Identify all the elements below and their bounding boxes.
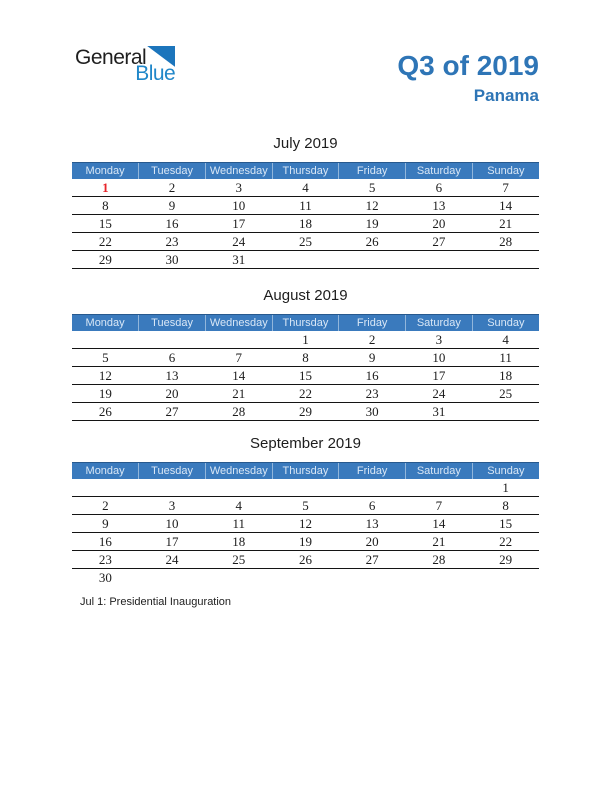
day-cell: 30 [139, 251, 206, 269]
week-row [72, 385, 539, 403]
general-blue-logo [75, 46, 175, 87]
month-section [72, 134, 539, 269]
day-cell: 18 [205, 533, 272, 551]
day-cell-empty [205, 331, 272, 349]
day-cell-empty [406, 569, 473, 587]
weekday-header: Sunday [472, 463, 539, 480]
day-cell: 26 [72, 403, 139, 421]
day-cell: 15 [72, 215, 139, 233]
day-cell: 3 [139, 497, 206, 515]
day-cell: 10 [406, 349, 473, 367]
month-title: July 2019 [273, 135, 338, 152]
day-cell: 27 [139, 403, 206, 421]
week-row [72, 349, 539, 367]
week-row [72, 569, 539, 587]
weekday-header: Saturday [406, 315, 473, 332]
day-cell-empty [339, 251, 406, 269]
day-cell: 31 [406, 403, 473, 421]
week-row [72, 551, 539, 569]
weekday-header-row [72, 463, 539, 480]
day-cell: 29 [72, 251, 139, 269]
holiday-footnote: Jul 1: Presidential Inauguration [80, 596, 232, 608]
day-cell: 28 [406, 551, 473, 569]
day-cell: 6 [406, 179, 473, 197]
day-cell: 4 [272, 179, 339, 197]
day-cell: 19 [72, 385, 139, 403]
weekday-header: Tuesday [139, 463, 206, 480]
day-cell: 7 [205, 349, 272, 367]
day-cell: 21 [406, 533, 473, 551]
day-cell: 20 [339, 533, 406, 551]
day-cell: 1 [472, 479, 539, 497]
day-cell: 29 [472, 551, 539, 569]
day-cell: 11 [272, 197, 339, 215]
day-cell-empty [406, 251, 473, 269]
weekday-header: Wednesday [205, 463, 272, 480]
month-title: September 2019 [250, 435, 361, 452]
month-table [72, 462, 539, 586]
day-cell: 6 [339, 497, 406, 515]
day-cell: 29 [272, 403, 339, 421]
month-section [72, 434, 539, 586]
day-cell: 25 [205, 551, 272, 569]
day-cell: 25 [272, 233, 339, 251]
day-cell: 21 [472, 215, 539, 233]
day-cell: 27 [339, 551, 406, 569]
week-row [72, 197, 539, 215]
weekday-header: Sunday [472, 163, 539, 180]
weekday-header: Friday [339, 163, 406, 180]
day-cell: 20 [406, 215, 473, 233]
month-title: August 2019 [263, 287, 348, 304]
day-cell: 31 [205, 251, 272, 269]
day-cell: 9 [139, 197, 206, 215]
day-cell: 30 [339, 403, 406, 421]
weekday-header: Monday [72, 463, 139, 480]
day-cell: 16 [139, 215, 206, 233]
day-cell: 27 [406, 233, 473, 251]
day-cell-empty [205, 479, 272, 497]
day-cell-empty [472, 569, 539, 587]
day-cell: 13 [139, 367, 206, 385]
day-cell: 11 [205, 515, 272, 533]
day-cell: 6 [139, 349, 206, 367]
month-table [72, 314, 539, 421]
day-cell-empty [406, 479, 473, 497]
day-cell-empty [72, 331, 139, 349]
month-section [72, 286, 539, 421]
day-cell: 18 [472, 367, 539, 385]
week-row [72, 233, 539, 251]
day-cell: 4 [472, 331, 539, 349]
weekday-header: Wednesday [205, 315, 272, 332]
weekday-header-row [72, 163, 539, 180]
day-cell: 19 [272, 533, 339, 551]
day-cell-empty [72, 479, 139, 497]
day-cell: 17 [406, 367, 473, 385]
day-cell: 22 [472, 533, 539, 551]
day-cell: 5 [272, 497, 339, 515]
day-cell: 15 [472, 515, 539, 533]
day-cell-empty [472, 251, 539, 269]
week-row [72, 515, 539, 533]
day-cell: 28 [472, 233, 539, 251]
logo-text-general: General [75, 46, 147, 69]
day-cell-empty [139, 479, 206, 497]
day-cell: 23 [72, 551, 139, 569]
day-cell: 26 [272, 551, 339, 569]
day-cell: 4 [205, 497, 272, 515]
month-table [72, 162, 539, 269]
week-row [72, 367, 539, 385]
day-cell: 12 [72, 367, 139, 385]
weekday-header: Monday [72, 315, 139, 332]
day-cell: 25 [472, 385, 539, 403]
day-cell: 28 [205, 403, 272, 421]
week-row [72, 251, 539, 269]
weekday-header: Sunday [472, 315, 539, 332]
day-cell-empty [139, 569, 206, 587]
day-cell-holiday: 1 [72, 179, 139, 197]
day-cell: 24 [205, 233, 272, 251]
day-cell: 17 [205, 215, 272, 233]
day-cell-empty [272, 479, 339, 497]
day-cell: 14 [406, 515, 473, 533]
day-cell: 30 [98, 569, 112, 585]
day-cell-empty [272, 569, 339, 587]
week-row [72, 403, 539, 421]
day-cell: 11 [472, 349, 539, 367]
day-cell-empty [205, 569, 272, 587]
day-cell: 8 [272, 349, 339, 367]
day-cell: 9 [339, 349, 406, 367]
day-cell: 21 [205, 385, 272, 403]
day-cell: 7 [406, 497, 473, 515]
week-row [72, 479, 539, 497]
day-cell: 5 [339, 179, 406, 197]
weekday-header: Friday [339, 315, 406, 332]
day-cell: 17 [139, 533, 206, 551]
weekday-header: Thursday [272, 163, 339, 180]
day-cell: 26 [339, 233, 406, 251]
quarter-title: Q3 of 2019 [397, 50, 539, 81]
day-cell: 2 [72, 497, 139, 515]
day-cell: 23 [339, 385, 406, 403]
country-subtitle: Panama [473, 86, 539, 105]
weekday-header: Thursday [272, 315, 339, 332]
day-cell: 2 [139, 179, 206, 197]
day-cell-empty [339, 569, 406, 587]
week-row [72, 179, 539, 197]
weekday-header: Saturday [406, 463, 473, 480]
day-cell: 2 [339, 331, 406, 349]
weekday-header: Wednesday [205, 163, 272, 180]
day-cell: 23 [139, 233, 206, 251]
day-cell: 19 [339, 215, 406, 233]
weekday-header: Friday [339, 463, 406, 480]
day-cell: 1 [272, 331, 339, 349]
title-block [397, 50, 539, 106]
weekday-header: Thursday [272, 463, 339, 480]
week-row [72, 533, 539, 551]
day-cell: 22 [72, 233, 139, 251]
day-cell: 8 [72, 197, 139, 215]
day-cell: 16 [339, 367, 406, 385]
day-cell: 14 [472, 197, 539, 215]
week-row [72, 331, 539, 349]
day-cell: 8 [472, 497, 539, 515]
day-cell: 12 [272, 515, 339, 533]
weekday-header-row [72, 315, 539, 332]
day-cell: 20 [139, 385, 206, 403]
day-cell: 18 [272, 215, 339, 233]
day-cell: 15 [272, 367, 339, 385]
day-cell: 22 [272, 385, 339, 403]
day-cell: 13 [339, 515, 406, 533]
day-cell-empty [339, 479, 406, 497]
week-row [72, 215, 539, 233]
weekday-header: Tuesday [139, 163, 206, 180]
day-cell: 3 [406, 331, 473, 349]
day-cell-empty [139, 331, 206, 349]
day-cell-empty [272, 251, 339, 269]
day-cell: 12 [339, 197, 406, 215]
week-row [72, 497, 539, 515]
day-cell: 24 [406, 385, 473, 403]
day-cell: 13 [406, 197, 473, 215]
day-cell: 7 [472, 179, 539, 197]
day-cell-empty [472, 403, 539, 421]
day-cell: 5 [72, 349, 139, 367]
weekday-header: Monday [72, 163, 139, 180]
day-cell: 24 [139, 551, 206, 569]
day-cell: 14 [205, 367, 272, 385]
weekday-header: Tuesday [139, 315, 206, 332]
day-cell: 3 [205, 179, 272, 197]
weekday-header: Saturday [406, 163, 473, 180]
day-cell: 10 [205, 197, 272, 215]
day-cell: 10 [139, 515, 206, 533]
day-cell: 16 [72, 533, 139, 551]
logo-text-blue: Blue [135, 62, 176, 85]
day-cell: 9 [72, 515, 139, 533]
